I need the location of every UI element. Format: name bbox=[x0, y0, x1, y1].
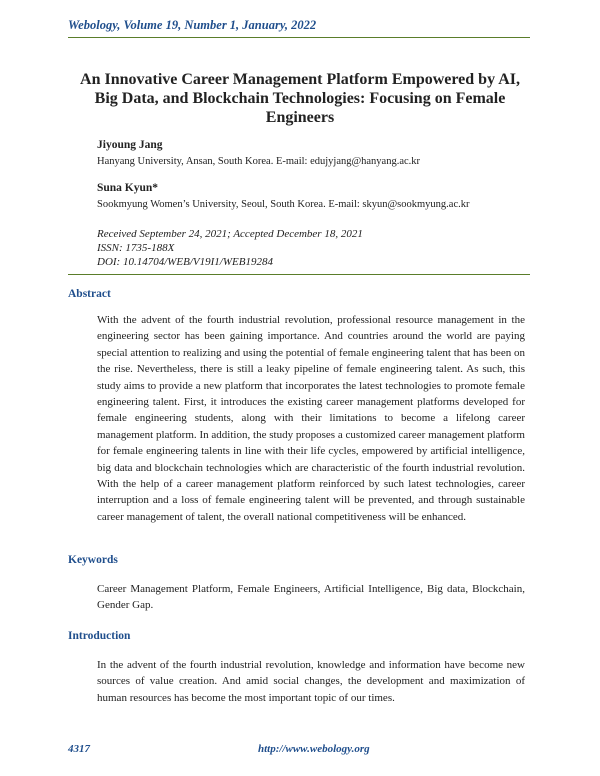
received-dates: Received September 24, 2021; Accepted December 18, 2021 bbox=[97, 228, 363, 240]
issn: ISSN: 1735-188X bbox=[97, 242, 175, 254]
header-divider bbox=[68, 37, 530, 38]
keywords-text: Career Management Platform, Female Engineers, Artificial Intelligence, Big data, Blockchain, Gender Gap. bbox=[97, 583, 525, 612]
section-divider bbox=[68, 274, 530, 275]
abstract-text: With the advent of the fourth industrial revolution, professional resource management in the engineering sector has been gaining importance. And countries around the world are paying special attention to realizing and using the potential of female engineering talent that has been on the rise. Nevertheless, there is still a leaky pipeline of female engineering talent. As such, this study aims to provide a new platform that incorporates the latest technologies to promote female engineering talent. First, it introduces the existing career management platforms developed for female engineering students, along with their limitations to become a lifelong career management platform. In addition, the study proposes a customized career management platform for female engineering talents in line with their life cycles, empowered by artificial intelligence, big data and blockchain technologies which are characteristic of the fourth industrial revolution. With the help of a career management platform reinforced by such latest technologies, career interruption and a loss of female engineering talent will be prevented, and through sustainable career management of talent, the overall national competitiveness will be enhanced. bbox=[97, 314, 525, 523]
author-affiliation-1: Hanyang University, Ansan, South Korea. E-mail: edujyjang@hanyang.ac.kr bbox=[97, 156, 421, 167]
paper-title bbox=[68, 70, 532, 127]
title-line: An Innovative Career Management Platform Empowered by AI, bbox=[80, 71, 520, 88]
publication-meta bbox=[97, 227, 363, 269]
title-line: Big Data, and Blockchain Technologies: Focusing on Female bbox=[94, 90, 506, 107]
title-line: Engineers bbox=[265, 109, 335, 126]
author-name-2: Suna Kyun* bbox=[97, 182, 159, 194]
journal-header: Webology, Volume 19, Number 1, January, 2022 bbox=[68, 18, 317, 32]
abstract-heading: Abstract bbox=[68, 288, 111, 300]
introduction-heading: Introduction bbox=[68, 630, 131, 642]
journal-url-link[interactable]: http://www.webology.org bbox=[258, 743, 370, 755]
page-number: 4317 bbox=[68, 743, 90, 755]
introduction-text: In the advent of the fourth industrial revolution, knowledge and information have become new sources of value creation. And amid social changes, the development and maximization of human resources has become the most important topic of our times. bbox=[97, 659, 525, 704]
author-name-1: Jiyoung Jang bbox=[97, 139, 163, 151]
doi: DOI: 10.14704/WEB/V19I1/WEB19284 bbox=[97, 256, 273, 268]
keywords-heading: Keywords bbox=[68, 554, 118, 566]
author-affiliation-2: Sookmyung Women’s University, Seoul, South Korea. E-mail: skyun@sookmyung.ac.kr bbox=[97, 199, 470, 210]
